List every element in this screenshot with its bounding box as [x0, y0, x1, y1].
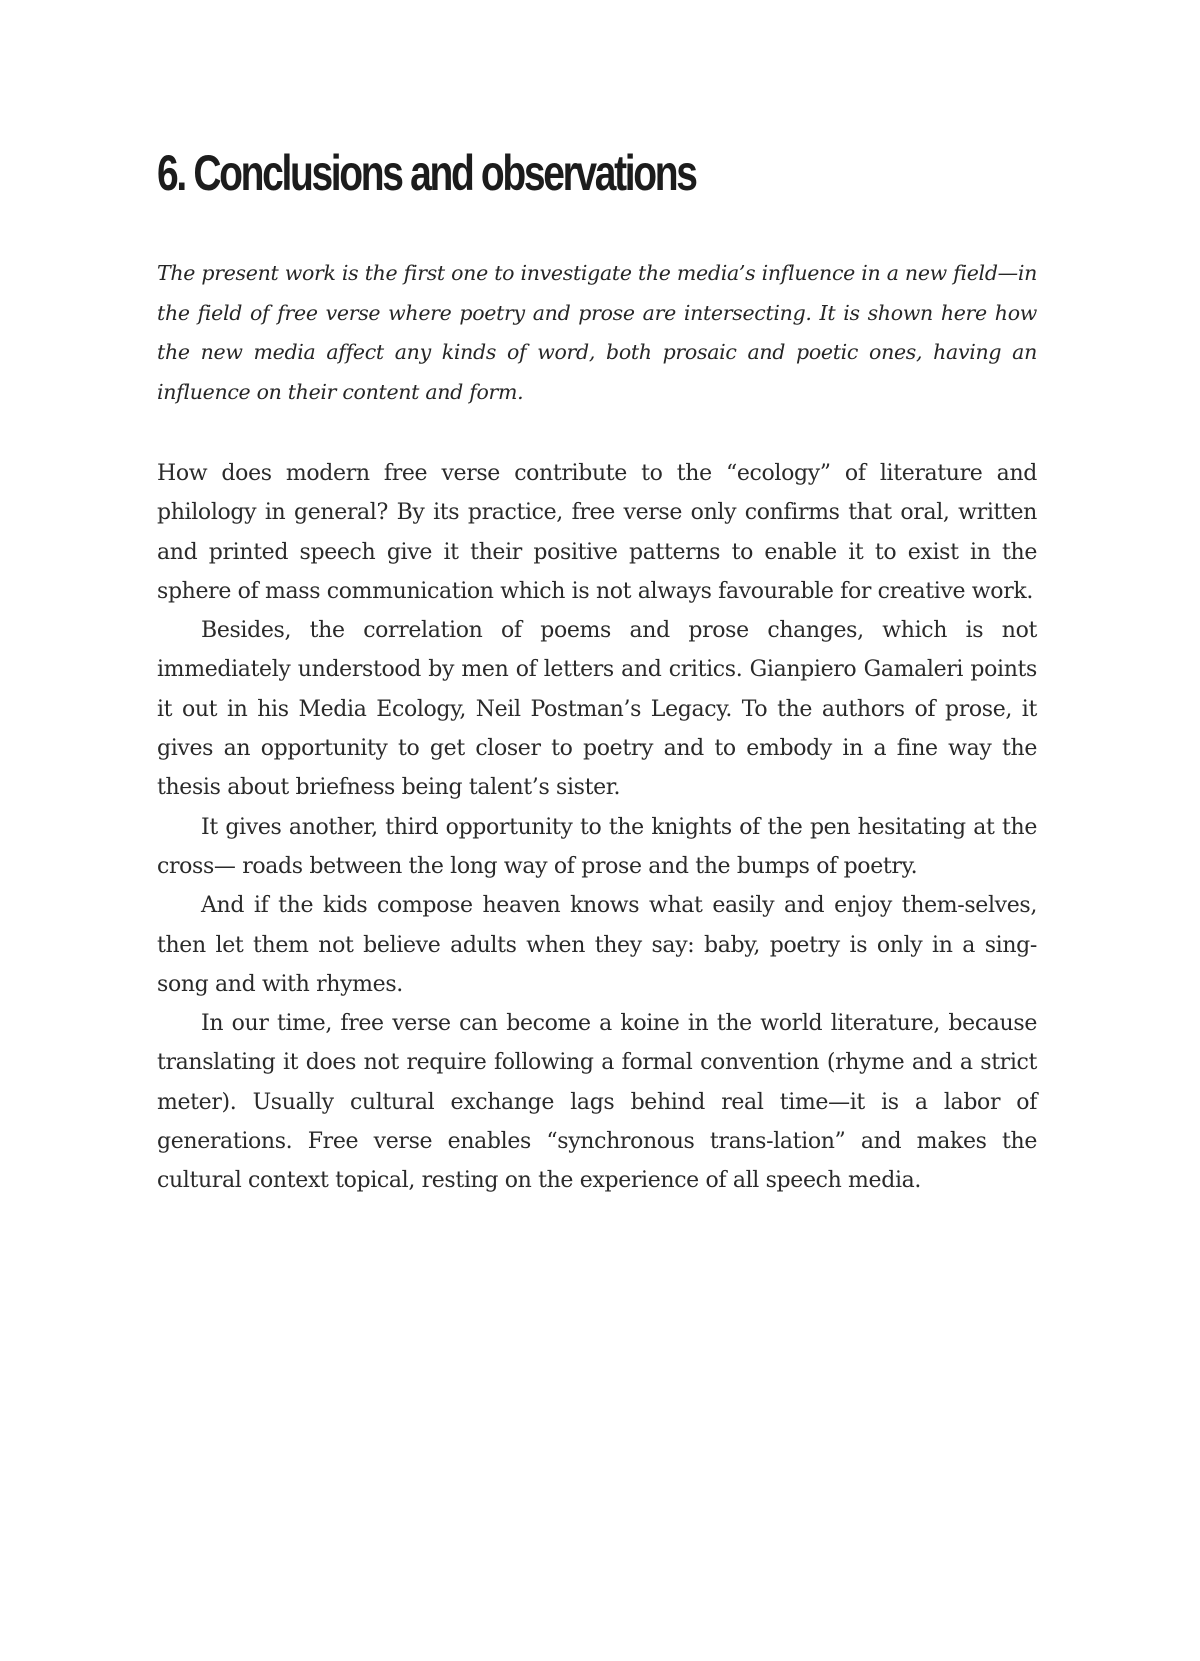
paragraph: And if the kids compose heaven knows what easily and enjoy them-selves, then let them not believe adults when they say: baby, poetry is only in a sing-song and with rhymes.: [157, 893, 1037, 997]
body-text: [157, 454, 1037, 1201]
paragraph: It gives another, third opportunity to the knights of the pen hesitating at the cross— roads between the long way of prose and the bumps of poetry.: [157, 814, 1037, 879]
paragraph: Besides, the correlation of poems and prose changes, which is not immediately understood by men of letters and critics. Gianpiero Gamaleri points it out in his Media Ecology, Neil Postman’s Legacy. To the authors of prose, it gives an opportunity to get closer to poetry and to embody in a fine way the thesis about briefness being talent’s sister.: [157, 618, 1037, 801]
paragraph: In our time, free verse can become a koine in the world literature, because translating it does not require following a formal convention (rhyme and a strict meter). Usually cultural exchange lags behind real time—it is a labor of generations. Free verse enables “synchronous trans-lation” and makes the cultural context topical, resting on the experience of all speech media.: [157, 1011, 1037, 1194]
paragraph: How does modern free verse contribute to the “ecology” of literature and philology in general? By its practice, free verse only confirms that oral, written and printed speech give it their positive patterns to enable it to exist in the sphere of mass communication which is not always favourable for creative work.: [157, 461, 1037, 604]
page-content: [157, 140, 1037, 1201]
section-heading: 6. Conclusions and observations: [157, 145, 696, 201]
section-abstract: The present work is the first one to investigate the media’s influence in a new field—in the field of free verse where poetry and prose are intersecting. It is shown here how the new media affect any kinds of word, both prosaic and poetic ones, having an influence on their content and form.: [157, 261, 1037, 404]
